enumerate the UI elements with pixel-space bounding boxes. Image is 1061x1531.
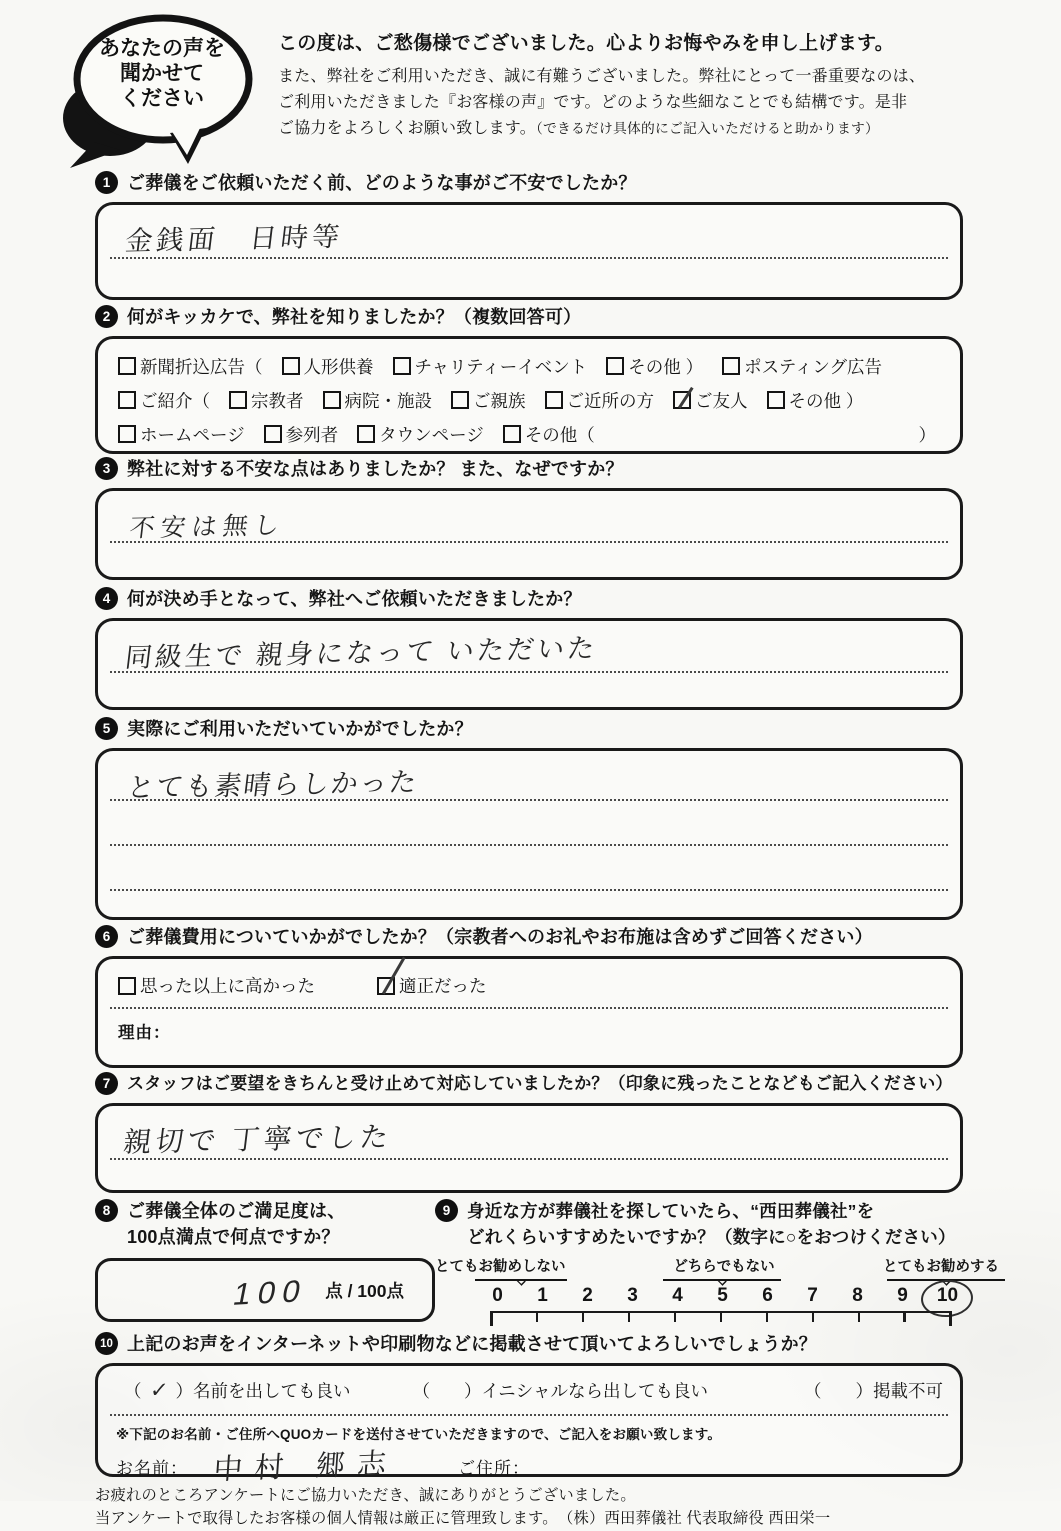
question-1-handwritten-answer: 金銭面 日時等 <box>123 221 345 257</box>
checkbox-neighbors <box>545 391 563 409</box>
question-5-title: 実際にご利用いただいていかがでしたか？ <box>127 719 473 739</box>
question-5-answer-box <box>95 748 963 920</box>
question-8-9-row <box>95 1198 1055 1329</box>
bubble-line-2: 聞かせて <box>120 62 204 86</box>
scale-number-8: 8 <box>852 1285 863 1306</box>
question-10-number: 10 <box>95 1332 118 1355</box>
question-7 <box>95 1071 963 1193</box>
footer <box>95 1485 1061 1531</box>
question-8-score-box <box>95 1258 435 1322</box>
question-6-options <box>118 973 487 998</box>
question-9-number: 9 <box>435 1199 458 1222</box>
question-8-heading <box>95 1198 435 1250</box>
scale-number-5: 5 <box>717 1285 728 1306</box>
option-publish-with-name: （ ✓ ） 名前を出しても良い <box>124 1378 351 1402</box>
intro-note: （できるだけ具体的にご記入いただけると助かります） <box>535 120 879 136</box>
intro-text <box>278 28 1061 142</box>
question-6-number: 6 <box>95 925 118 948</box>
question-2 <box>95 304 963 454</box>
question-8-handwritten-score: 100 <box>230 1273 312 1312</box>
footer-privacy-line: 当アンケートで取得したお客様の個人情報は厳正に管理致します。 （株）西田葬儀社 代表取締役 西田栄一 <box>95 1509 831 1527</box>
scale-number-6: 6 <box>762 1285 773 1306</box>
option-friend: ご友人 <box>673 388 748 413</box>
question-1 <box>95 170 963 300</box>
checkbox-newspaper-insert-ad <box>118 357 136 375</box>
checkbox-other-1 <box>606 357 624 375</box>
scale-number-0: 0 <box>492 1285 503 1306</box>
option-town-page: タウンページ <box>357 422 484 447</box>
checkbox-charity-event <box>393 357 411 375</box>
scale-bracket-low <box>475 1273 567 1281</box>
checkbox-referral <box>118 391 136 409</box>
question-7-title: スタッフはご要望をきちんと受け止めて対応していましたか？（印象に残ったことなどもご記入ください） <box>127 1074 953 1093</box>
question-2-number: 2 <box>95 305 118 328</box>
question-9 <box>435 1198 1055 1329</box>
question-9-title-line-1: 身近な方が葬儀社を探していたら、“西田葬儀社”を <box>467 1201 875 1221</box>
scale-number-1: 1 <box>537 1285 548 1306</box>
question-5 <box>95 716 963 920</box>
question-4-number: 4 <box>95 587 118 610</box>
scale-ruler <box>490 1311 952 1326</box>
bubble-line-3: ください <box>120 87 204 111</box>
question-5-heading <box>95 716 963 742</box>
question-4-title: 何が決め手となって、弊社へご依頼いただきましたか？ <box>127 589 582 609</box>
scale-number-4: 4 <box>672 1285 683 1306</box>
question-8-score-unit: 点 / 100点 <box>325 1281 404 1301</box>
option-referral: ご紹介（ <box>118 388 210 413</box>
option-other-2: その他 ） <box>767 388 864 413</box>
option-do-not-publish: （ ） 掲載不可 <box>803 1381 943 1401</box>
dotted-line <box>110 889 948 891</box>
intro-line-2: ご利用いただきました『お客様の声』です。どのような些細なことでも結構です。是非 <box>278 93 908 111</box>
question-3 <box>95 456 963 580</box>
scale-number-2: 2 <box>582 1285 593 1306</box>
form-header <box>0 12 1061 170</box>
option-newspaper-insert-ad: 新聞折込広告（ <box>118 354 263 379</box>
question-6 <box>95 924 963 1068</box>
question-1-title: ご葬儀をご依頼いただく前、どのような事がご不安でしたか？ <box>127 173 637 193</box>
checkbox-homepage <box>118 425 136 443</box>
question-6-title: ご葬儀費用についていかがでしたか？（宗教者へのお礼やお布施は含めずご回答ください） <box>127 927 873 947</box>
scale-number-9: 9 <box>897 1285 908 1306</box>
question-4-answer-box <box>95 618 963 710</box>
checkbox-attendee <box>264 425 282 443</box>
question-7-handwritten-answer: 親切で 丁寧でした <box>121 1121 394 1158</box>
question-2-title: 何がキッカケで、弊社を知りましたか？（複数回答可） <box>127 307 582 327</box>
option-other-3: その他（ <box>503 422 595 447</box>
handwritten-checkmark: ✓ <box>148 1378 169 1402</box>
question-1-number: 1 <box>95 171 118 194</box>
dotted-line <box>110 1414 948 1416</box>
checkbox-doll-memorial <box>282 357 300 375</box>
question-7-heading <box>95 1071 963 1097</box>
intro-heading: この度は、ご愁傷様でございました。心よりお悔やみを申し上げます。 <box>278 33 895 54</box>
option-posting-ad: ポスティング広告 <box>722 354 882 379</box>
closing-paren: ） <box>918 424 936 445</box>
question-1-heading <box>95 170 963 196</box>
scale-number-10: 10 <box>936 1285 959 1306</box>
question-3-number: 3 <box>95 457 118 480</box>
question-2-options-box <box>95 336 963 454</box>
scale-number-7: 7 <box>807 1285 818 1306</box>
question-9-heading <box>435 1198 1055 1250</box>
question-8-title-line-2: 100点満点で何点ですか？ <box>127 1227 340 1247</box>
question-2-row-1 <box>118 349 940 383</box>
speech-bubble <box>58 12 258 170</box>
checkbox-religious <box>229 391 247 409</box>
handwritten-name: 中村 郷志 <box>212 1447 400 1487</box>
question-4 <box>95 586 963 710</box>
option-doll-memorial: 人形供養 <box>282 354 374 379</box>
question-6-answer-box <box>95 956 963 1068</box>
address-label: ご住所： <box>458 1459 531 1478</box>
scale-label-recommend: とてもお勧めする <box>883 1259 999 1275</box>
reason-label: 理由： <box>118 1024 171 1042</box>
option-fair-price: 適正だった <box>377 973 487 998</box>
question-1-answer-box <box>95 202 963 300</box>
recommendation-scale <box>435 1255 1055 1329</box>
option-more-expensive: 思った以上に高かった <box>118 973 315 998</box>
question-3-answer-box <box>95 488 963 580</box>
option-homepage: ホームページ <box>118 422 245 447</box>
question-8 <box>95 1198 435 1329</box>
option-relatives: ご親族 <box>451 388 526 413</box>
question-7-answer-box <box>95 1103 963 1193</box>
dotted-line <box>110 257 948 259</box>
scale-numbers <box>475 1283 970 1309</box>
scale-label-neutral: どちらでもない <box>673 1259 775 1275</box>
question-6-heading <box>95 924 963 950</box>
scale-label-not-recommend: とてもお勧めしない <box>435 1259 566 1275</box>
option-religious: 宗教者 <box>229 388 304 413</box>
question-2-heading <box>95 304 963 330</box>
checkbox-fair-price <box>377 977 395 995</box>
dotted-line <box>110 1007 948 1009</box>
scale-bracket-mid <box>663 1273 781 1281</box>
option-publish-with-initials: （ ） イニシャルなら出しても良い <box>412 1381 708 1401</box>
question-3-handwritten-answer: 不安は無し <box>127 511 287 543</box>
question-9-title-line-2: どれくらいすすめたいですか？（数字に○をおつけください） <box>467 1227 956 1247</box>
question-2-row-3 <box>118 417 940 451</box>
checkbox-other-2 <box>767 391 785 409</box>
question-10-options <box>114 1378 944 1403</box>
option-hospital-facility: 病院・施設 <box>323 388 433 413</box>
footer-thanks-line: お疲れのところアンケートにご協力いただき、誠にありがとうございました。 <box>95 1487 636 1504</box>
question-3-heading <box>95 456 963 482</box>
question-2-row-2 <box>118 383 940 417</box>
question-4-handwritten-answer: 同級生で 親身になって いただいた <box>123 633 600 673</box>
checkbox-other-3 <box>503 425 521 443</box>
question-10-title: 上記のお声をインターネットや印刷物などに掲載させて頂いてよろしいでしょうか？ <box>127 1334 817 1354</box>
checkbox-town-page <box>357 425 375 443</box>
scale-number-3: 3 <box>627 1285 638 1306</box>
question-8-number: 8 <box>95 1199 118 1222</box>
question-8-title-line-1: ご葬儀全体のご満足度は、 <box>127 1201 346 1221</box>
question-10-heading <box>95 1331 963 1357</box>
bubble-text <box>82 36 242 112</box>
name-address-row <box>116 1442 531 1487</box>
bubble-line-1: あなたの声を <box>99 37 225 60</box>
name-label: お名前： <box>116 1459 188 1478</box>
checkbox-more-expensive <box>118 977 136 995</box>
question-3-title: 弊社に対する不安な点はありましたか？ また、なぜですか？ <box>127 459 624 479</box>
intro-line-1: また、弊社をご利用いただき、誠に有難うございました。弊社にとって一番重要なのは、 <box>278 68 926 85</box>
question-7-number: 7 <box>95 1072 118 1095</box>
option-attendee: 参列者 <box>264 422 339 447</box>
checkbox-hospital-facility <box>323 391 341 409</box>
option-neighbors: ご近所の方 <box>545 388 655 413</box>
question-5-handwritten-answer: とても素晴らしかった <box>125 766 420 804</box>
checkbox-friend <box>673 391 691 409</box>
dotted-line <box>110 844 948 846</box>
question-10 <box>95 1331 963 1487</box>
quo-card-note: ※下記のお名前・ご住所へQUOカードを送付させていただきますので、ご記入をお願い致します。 <box>116 1427 722 1442</box>
option-charity-event: チャリティーイベント <box>393 354 588 379</box>
checkbox-relatives <box>451 391 469 409</box>
question-5-number: 5 <box>95 717 118 740</box>
checkbox-posting-ad <box>722 357 740 375</box>
intro-line-3: ご協力をよろしくお願い致します。（できるだけ具体的にご記入いただけると助かります） <box>278 119 879 137</box>
question-4-heading <box>95 586 963 612</box>
question-10-answer-box <box>95 1363 963 1487</box>
option-other-1: その他 ） <box>606 354 703 379</box>
